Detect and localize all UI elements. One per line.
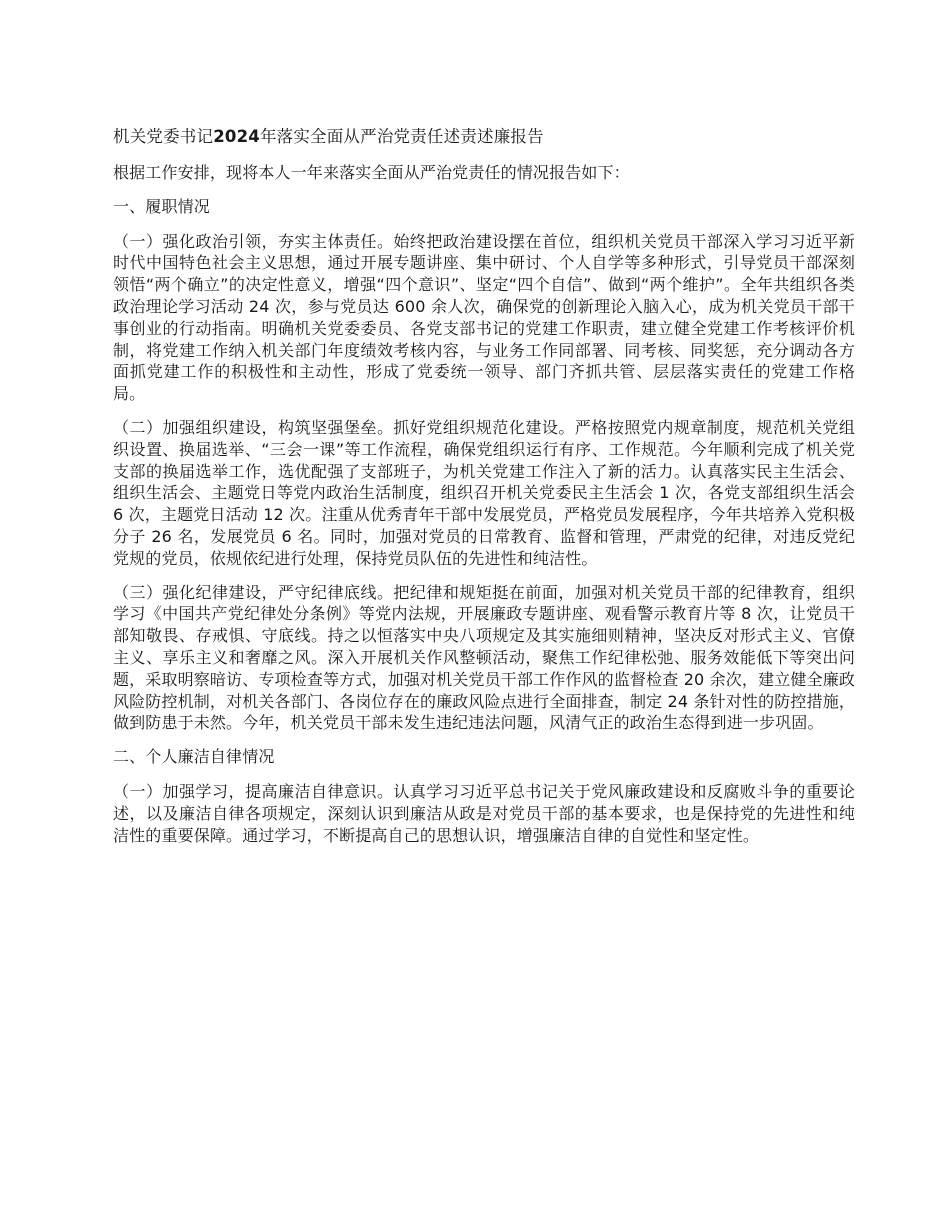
- title-prefix: 机关党委书记: [113, 127, 214, 146]
- document-page: [113, 126, 855, 858]
- section-heading-1: 一、履职情况: [113, 196, 210, 216]
- paragraph-1-1: （一）强化政治引领，夯实主体责任。始终把政治建设摆在首位，组织机关党员干部深入学习习近平新时代中国特色社会主义思想，通过开展专题讲座、集中研讨、个人自学等多种形式，引导党员干部深刻领悟“两个确立”的决定性意义，增强“四个意识”、坚定“四个自信”、做到“两个维护”。全年共组织各类政治理论学习活动 24 次，参与党员达 600 余人次，确保党的创新理论入脑入心，成为机关党员干部干事创业的行动指南。明确机关党委委员、各党支部书记的党建工作职责，建立健全党建工作考核评价机制，将党建工作纳入机关部门年度绩效考核内容，与业务工作同部署、同考核、同奖惩，充分调动各方面抓党建工作的积极性和主动性，形成了党委统一领导、部门齐抓共管、层层落实责任的党建工作格局。: [113, 231, 855, 404]
- paragraph-1-3: （三）强化纪律建设，严守纪律底线。把纪律和规矩挺在前面，加强对机关党员干部的纪律教育，组织学习《中国共产党纪律处分条例》等党内法规，开展廉政专题讲座、观看警示教育片等 8 次，让党员干部知敬畏、存戒惧、守底线。持之以恒落实中央八项规定及其实施细则精神，坚决反对形式主义、官僚主义、享乐主义和奢靡之风。深入开展机关作风整顿活动，聚焦工作纪律松弛、服务效能低下等突出问题，采取明察暗访、专项检查等方式，加强对机关党员干部工作作风的监督检查 20 余次，建立健全廉政风险防控机制，对机关各部门、各岗位存在的廉政风险点进行全面排查，制定 24 条针对性的防控措施，做到防患于未然。今年，机关党员干部未发生违纪违法问题，风清气正的政治生态得到进一步巩固。: [113, 582, 855, 733]
- paragraph-1-2: （二）加强组织建设，构筑坚强堡垒。抓好党组织规范化建设。严格按照党内规章制度，规范机关党组织设置、换届选举、“三会一课”等工作流程，确保党组织运行有序、工作规范。今年顺利完成了机关党支部的换届选举工作，选优配强了支部班子，为机关党建工作注入了新的活力。认真落实民主生活会、组织生活会、主题党日等党内政治生活制度，组织召开机关党委民主生活会 1 次，各党支部组织生活会 6 次，主题党日活动 12 次。注重从优秀青年干部中发展党员，严格党员发展程序，今年共培养入党积极分子 26 名，发展党员 6 名。同时，加强对党员的日常教育、监督和管理，严肃党的纪律，对违反党纪党规的党员，依规依纪进行处理，保持党员队伍的先进性和纯洁性。: [113, 417, 855, 568]
- document-title: [113, 126, 855, 148]
- title-suffix: 年落实全面从严治党责任述责述廉报告: [259, 127, 544, 146]
- section-heading-2: 二、个人廉洁自律情况: [113, 747, 275, 767]
- paragraph-2-1: （一）加强学习，提高廉洁自律意识。认真学习习近平总书记关于党风廉政建设和反腐败斗争的重要论述，以及廉洁自律各项规定，深刻认识到廉洁从政是对党员干部的基本要求，也是保持党的先进性和纯洁性的重要保障。通过学习，不断提高自己的思想认识，增强廉洁自律的自觉性和坚定性。: [113, 781, 855, 845]
- intro-paragraph: 根据工作安排，现将本人一年来落实全面从严治党责任的情况报告如下：: [113, 163, 630, 182]
- title-year: 2024: [213, 127, 260, 146]
